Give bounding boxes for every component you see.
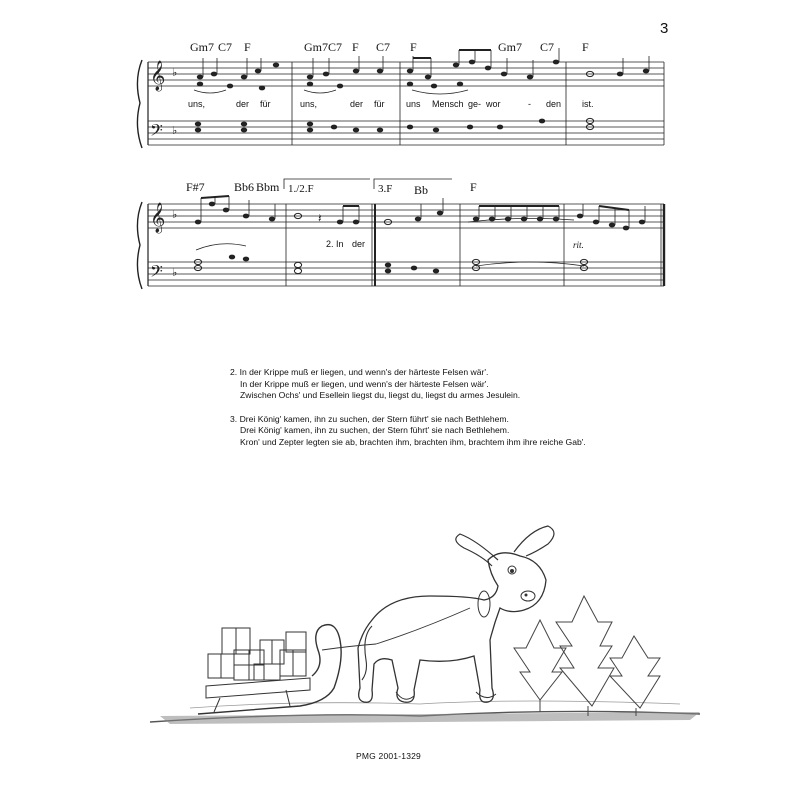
fir-trees — [514, 596, 660, 716]
chord: Bb — [414, 183, 429, 197]
chord: F — [244, 40, 251, 54]
chord: F#7 — [186, 180, 205, 194]
svg-text:𝄢: 𝄢 — [150, 120, 163, 144]
svg-text:♭: ♭ — [172, 66, 178, 79]
lyric: uns, — [188, 99, 206, 109]
lyric: für — [374, 99, 385, 109]
verse-line: Drei König' kamen, ihn zu suchen, der Stern führt' sie nach Bethlehem. — [240, 425, 510, 435]
chord: F — [470, 180, 477, 194]
gift-packages — [208, 628, 306, 680]
volta-third-ending: 3.F — [378, 183, 393, 195]
sled — [198, 625, 341, 714]
lyric: den — [546, 99, 562, 109]
chord: C7 — [328, 40, 343, 54]
lyric: uns — [406, 99, 421, 109]
chord: C7 — [218, 40, 233, 54]
chord: C7 — [376, 40, 391, 54]
lyric: 2. In — [326, 239, 344, 249]
verse-number: 3. — [230, 413, 238, 424]
lyric: uns, — [300, 99, 318, 109]
chord: Gm7 — [498, 40, 522, 54]
chord: Gm7 — [190, 40, 214, 54]
lyric: der — [236, 99, 250, 109]
lyric: ge- — [468, 99, 482, 109]
verse-line: 3. Drei König' kamen, ihn zu suchen, der Stern führt' sie nach Bethlehem. — [230, 413, 509, 424]
chord: Gm7 — [304, 40, 328, 54]
verse-line: Kron' und Zepter legten sie ab, brachten ihm, brachten ihm, brachtem ihm ihre reiche Gab'. — [240, 436, 586, 447]
lyric: der — [350, 99, 364, 109]
chord: F — [582, 40, 589, 54]
chord: F — [410, 40, 417, 54]
svg-text:𝄞: 𝄞 — [150, 61, 166, 91]
svg-text:𝄢: 𝄢 — [150, 261, 163, 285]
chord: Bb6 — [234, 180, 255, 194]
donkey — [358, 553, 546, 702]
lyric: für — [260, 99, 271, 109]
svg-text:♭: ♭ — [172, 208, 178, 221]
lyric: - — [528, 99, 531, 109]
lyric: der — [352, 239, 366, 249]
chord: F — [352, 40, 359, 54]
volta-first-ending: 1./2.F — [288, 183, 314, 195]
lyric: wor — [486, 99, 501, 109]
ritardando-marking: rit. — [573, 240, 584, 250]
svg-text:♭: ♭ — [172, 124, 178, 137]
lyric: ist. — [582, 99, 594, 109]
lyric: Mensch — [432, 99, 464, 109]
chord: Bbm — [256, 180, 280, 194]
verse-number: 2. — [230, 367, 238, 377]
verse-line: 2. In der Krippe muß er liegen, und wenn's der härteste Felsen wär'. — [230, 367, 489, 377]
chord: C7 — [540, 40, 555, 54]
verse-line: Zwischen Ochs' und Esellein liegst du, liegst du, liegst du armes Jesulein. — [240, 390, 521, 400]
verse-line: In der Krippe muß er liegen, und wenn's der härteste Felsen wär'. — [240, 378, 489, 389]
svg-text:♭: ♭ — [172, 266, 178, 279]
svg-text:𝄽: 𝄽 — [318, 211, 322, 225]
svg-text:𝄞: 𝄞 — [150, 203, 166, 233]
page-number: 3 — [660, 20, 669, 37]
catalog-number: PMG 2001-1329 — [356, 751, 421, 761]
